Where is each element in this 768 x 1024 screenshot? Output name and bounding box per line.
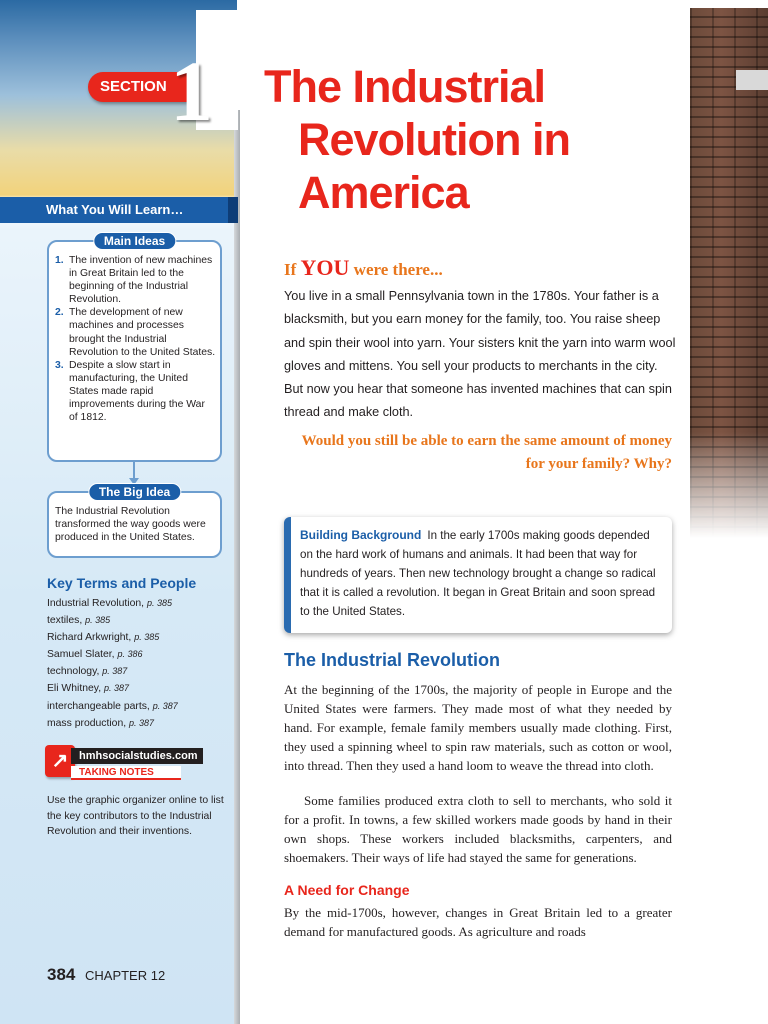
- main-idea-item: 1. The invention of new machines in Great Britain led to the beginning of the Industrial Revolution.: [55, 255, 213, 306]
- photo-sign: [736, 70, 768, 90]
- building-background-text: In the early 1700s making goods depended on the hard work of humans and animals. It had been that way for hundreds of years. Then new technology brought a change so radical that it is called a revolution. It began in Great Britain and soon spread to the United States.: [300, 529, 656, 618]
- sidebar-edge: [234, 110, 240, 1024]
- main-ideas-label: Main Ideas: [93, 232, 176, 250]
- section-label: SECTION: [88, 72, 188, 102]
- building-background-box: [284, 517, 672, 633]
- key-term: technology, p. 387: [47, 666, 128, 678]
- subheading: A Need for Change: [284, 882, 410, 898]
- main-idea-item: 2. The development of new machines and processes brought the Industrial Revolution to the United States.: [55, 307, 216, 358]
- key-term: Eli Whitney, p. 387: [47, 683, 130, 695]
- external-link-icon: ↗: [45, 745, 75, 777]
- notes-text: Use the graphic organizer online to list the key contributors to the Industrial Revolution and their inventions.: [47, 795, 224, 837]
- building-background-label: Building Background: [300, 528, 422, 542]
- big-idea-text: The Industrial Revolution transformed the way goods were produced in the United States.: [55, 506, 206, 544]
- key-term: Industrial Revolution, p. 385: [47, 598, 172, 609]
- key-term: Richard Arkwright, p. 385: [47, 632, 160, 644]
- main-idea-item: 3. Despite a slow start in manufacturing, the United States made rapid improvements during the War of 1812.: [55, 359, 205, 424]
- learn-heading: What You Will Learn…: [0, 197, 238, 223]
- web-url[interactable]: hmhsocialstudies.com: [71, 748, 203, 764]
- chapter-label: CHAPTER 12: [85, 968, 166, 983]
- main-ideas-list: [49, 254, 220, 424]
- taking-notes-label: TAKING NOTES: [71, 766, 181, 780]
- paragraph-2: Some families produced extra cloth to sell to merchants, who sold it for a profit. In towns, a few skilled workers made goods by hand in their own shops. These workers included blacksmiths, carpenters, and shoemakers. Their ways of life had stayed the same for generations.: [284, 793, 672, 865]
- section-number: 1: [170, 43, 213, 139]
- key-term: interchangeable parts, p. 387: [47, 700, 178, 712]
- paragraph-1: At the beginning of the 1700s, the majority of people in Europe and the United States were farmers. They made most of what they needed by hand. For example, female family members usually made clothing. First, they used a spinning wheel to spin raw materials, such as cotton or wool, into thread. Then they used a hand loom to weave the thread into cloth.: [284, 682, 672, 773]
- web-resource-badge[interactable]: [45, 745, 205, 783]
- key-terms-title: Key Terms and People: [47, 575, 197, 591]
- if-you-heading: If YOU were there...: [284, 255, 443, 280]
- big-idea-label: The Big Idea: [88, 483, 181, 501]
- big-idea-box: [47, 485, 222, 558]
- key-terms-list: [47, 595, 232, 732]
- key-term: mass production, p. 387: [47, 717, 155, 729]
- section-heading: The Industrial Revolution: [284, 650, 501, 670]
- key-term: textiles, p. 385: [47, 615, 111, 627]
- page-footer: [47, 965, 165, 985]
- main-ideas-box: [47, 234, 222, 462]
- page-number: 384: [47, 965, 76, 984]
- scenario-question: Would you still be able to earn the same amount of money for your family? Why?: [301, 433, 672, 472]
- scenario-text: You live in a small Pennsylvania town in the 1780s. Your father is a blacksmith, but you earn money for the family, too. You raise sheep and spin their wool into yarn. Your sisters knit the yarn into warm wool gloves and mittens. You sell your products to merchants in the city. But now you hear that someone has invented machines that can spin thread and make cloth.: [284, 289, 676, 420]
- paragraph-3: By the mid-1700s, however, changes in Great Britain led to a greater demand for manufactured goods. As agriculture and roads: [284, 905, 672, 939]
- page-title: The Industrial Revolution in America: [264, 61, 570, 218]
- key-term: Samuel Slater, p. 386: [47, 649, 143, 661]
